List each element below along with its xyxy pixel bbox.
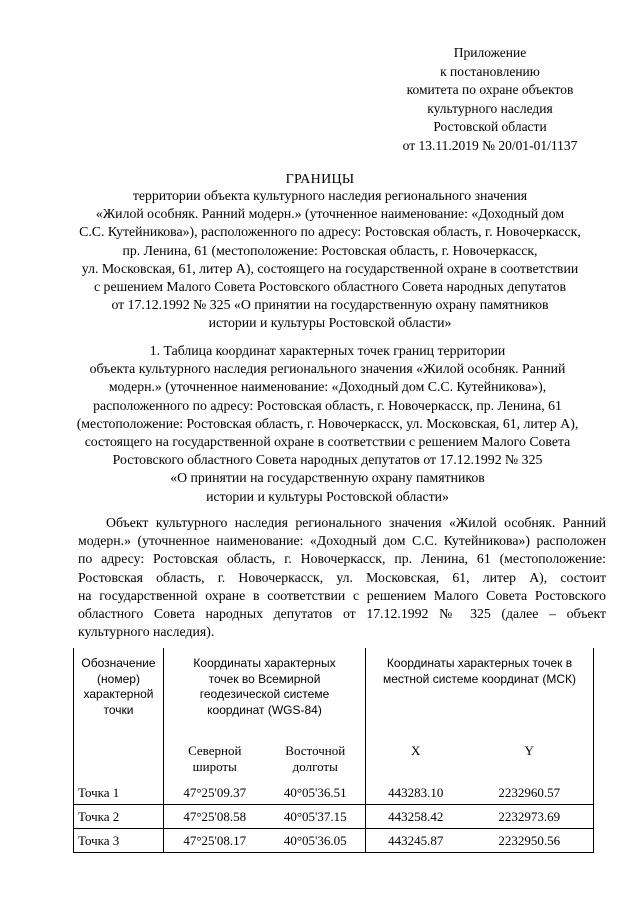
table-row [74,781,594,805]
table-title-line: (местоположение: Ростовская область, г. Новочеркасск, ул. Московская, 61, литер А), [76,415,579,431]
header-text: точек во Всемирной [208,671,321,686]
appendix-line: комитета по охране объектов [406,82,574,97]
table-row [74,829,594,853]
header-text: местной системе координат (МСК) [382,671,577,686]
longitude-value: 40°05'36.05 [266,829,366,853]
appendix-line: культурного наследия [427,100,553,116]
body-line: областного Совета народных депутатов от 17.12.1992 № 325 (далее – объект [78,606,606,622]
table-title-line: «О принятии на государственную охрану памятников [170,470,485,486]
x-value: 443283.10 [388,784,444,800]
subtitle-line: с решением Малого Совета Ростовского областного Совета народных депутатов [93,279,567,295]
subtitle-line: пр. Ленина, 61 (местоположение: Ростовская область, г. Новочеркасск, [122,242,538,258]
x-value: 443245.87 [366,829,466,853]
subtitle-line: территории объекта культурного наследия регионального значения [132,188,528,203]
appendix-line: Ростовской области [433,119,547,134]
longitude-value: 40°05'36.51 [266,781,366,805]
subheader-text: широты [192,759,237,774]
subheader-x: X [411,743,421,758]
longitude-value: 40°05'37.15 [266,805,366,829]
appendix-line: от 13.11.2019 № 20/01-01/1137 [402,137,578,153]
subtitle-line: С.С. Кутейникова»), расположенного по адресу: Ростовская область, г. Новочеркасск, [79,224,581,240]
subtitle-line: от 17.12.1992 № 325 «О принятии на государственную охрану памятников [111,297,549,313]
document-title: ГРАНИЦЫ [285,172,355,187]
document-subtitle [60,187,600,333]
header-text: геодезической системе [199,687,330,701]
x-value: 443258.42 [366,805,466,829]
point-name: Точка 2 [74,805,164,829]
body-line: Объект культурного наследия регионального значения «Жилой особняк. Ранний [106,515,606,530]
header-wgs84 [164,648,366,739]
header-text: точки [103,702,134,717]
subheader-latitude [164,739,266,781]
body-line: Ростовская область, г. Новочеркасск, ул. Московская, 61, литер А), состоит [78,569,606,585]
body-line: на государственной охране в соответствии с решением Малого Совета Ростовского [78,587,606,603]
subtitle-line: истории и культуры Ростовской области» [208,315,452,331]
latitude-value: 47°25'09.37 [183,784,247,800]
y-value: 2232960.57 [466,781,594,805]
subtitle-line: «Жилой особняк. Ранний модерн.» (уточненное наименование: «Доходный дом [95,206,565,222]
table-title-line: состоящего на государственной охране в соответствии с решением Малого Совета [84,434,571,450]
table-subheader-row [74,739,594,781]
point-name: Точка 3 [74,829,164,853]
y-value: 2232950.56 [466,829,594,853]
latitude-value: 47°25'08.58 [164,805,266,829]
table-title [55,342,600,506]
subheader-y: Y [466,739,594,781]
point-name: Точка 1 [74,781,164,805]
header-text: Координаты характерных [193,656,336,670]
header-text: Координаты характерных точек в [386,656,573,670]
table-title-line: расположенного по адресу: Ростовская область, г. Новочеркасск, пр. Ленина, 61 [93,397,562,413]
appendix-line: к постановлению [440,63,540,79]
subtitle-line: ул. Московская, 61, литер А), состоящего на государственной охране в соответствии [81,260,579,276]
table-row [74,805,594,829]
subheader-longitude [266,739,366,781]
body-paragraph [78,514,606,641]
table-title-line: Ростовского областного Совета народных депутатов от 17.12.1992 № 325 [112,452,543,468]
subheader-text: Северной [188,743,242,758]
coordinates-table [73,648,594,853]
latitude-value: 47°25'08.17 [164,829,266,853]
y-value: 2232973.69 [466,805,594,829]
table-title-line: истории и культуры Ростовской области» [206,488,449,504]
subheader-text: Восточной [285,743,346,758]
appendix-line: Приложение [453,45,527,60]
table-title-line: модерн.» (уточненное наименование: «Доходный дом С.С. Кутейникова»), [108,379,547,395]
header-text: координат (WGS-84) [207,702,322,717]
subheader-text: долготы [292,759,338,774]
body-line: по адресу: Ростовская область, г. Новочеркасск, пр. Ленина, 61 (местоположение: [78,551,606,567]
header-text: Обозначение [81,656,156,670]
header-point-designation [74,648,164,739]
header-text: (номер) [97,671,140,686]
header-text: характерной [83,687,154,701]
table-header-row [74,648,594,739]
appendix-block [380,44,600,155]
table-title-line: объекта культурного наследия регионального значения «Жилой особняк. Ранний [89,361,566,377]
header-msk [366,648,594,739]
body-line: модерн.» (уточненное наименование: «Доходный дом С.С. Кутейникова») расположен [78,533,606,549]
subheader-empty [74,739,164,781]
body-line: культурного наследия). [78,624,215,640]
table-title-line: 1. Таблица координат характерных точек границ территории [149,343,506,358]
